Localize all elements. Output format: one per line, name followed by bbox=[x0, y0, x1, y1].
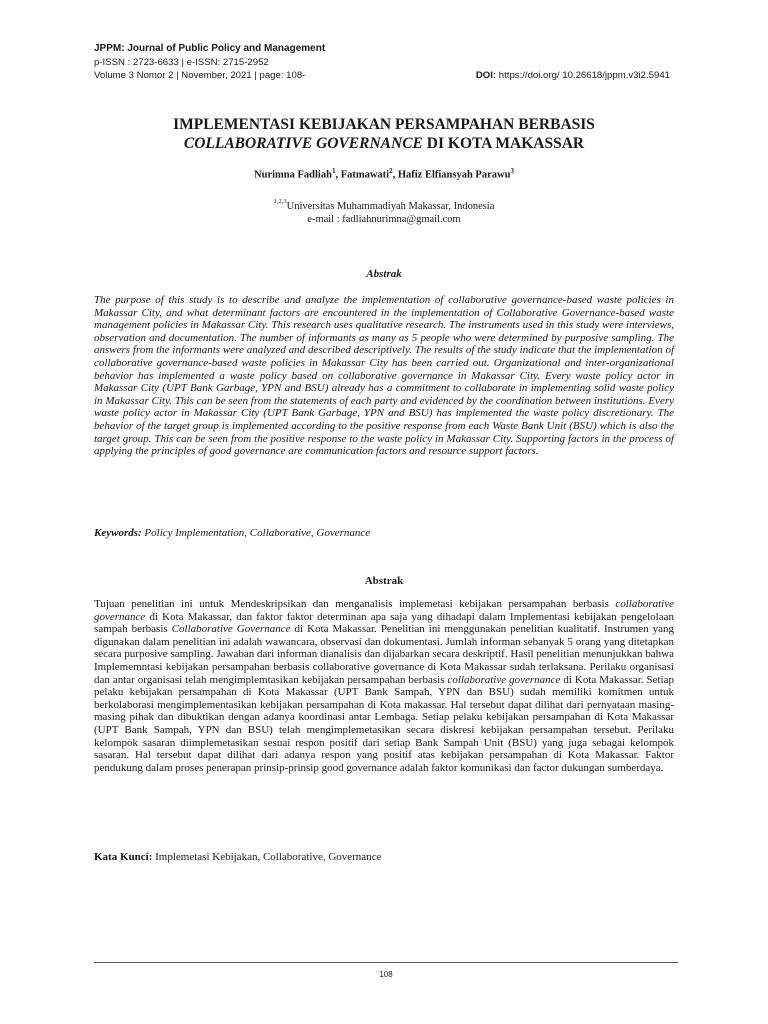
affiliation-university-line bbox=[94, 196, 674, 214]
keywords-en bbox=[94, 527, 674, 539]
author-sep: , bbox=[335, 169, 341, 181]
title-line-1: IMPLEMENTASI KEBIJAKAN PERSAMPAHAN BERBASIS bbox=[173, 116, 595, 133]
abstract-id-text bbox=[94, 598, 674, 774]
title-italic-part: COLLABORATIVE GOVERNANCE bbox=[183, 135, 423, 152]
abstract-id-emphasis: collaborative governance bbox=[447, 673, 561, 686]
affiliation bbox=[94, 196, 674, 226]
author-name: Hafiz Elfiansyah Parawu bbox=[397, 169, 511, 181]
journal-volume-row bbox=[94, 69, 674, 83]
author-sup: 2 bbox=[389, 167, 393, 175]
page-number: 108 bbox=[379, 970, 393, 979]
journal-name: JPPM: Journal of Public Policy and Management bbox=[94, 43, 326, 54]
keywords-id-label: Kata Kunci: bbox=[94, 851, 153, 863]
affiliation-university: Universitas Muhammadiyah Makassar, Indonesia bbox=[286, 201, 495, 212]
author-name: Nurimna Fadliah bbox=[254, 169, 332, 181]
author-sep: , bbox=[392, 169, 398, 181]
doi-link[interactable]: https://doi.org/ 10.26618/jppm.v3i2.5941 bbox=[496, 70, 670, 81]
affiliation-email[interactable]: e-mail : fadliahnurimna@gmail.com bbox=[307, 213, 461, 225]
abstract-id-heading: Abstrak bbox=[364, 575, 404, 587]
journal-volume: Volume 3 Nomor 2 | November, 2021 | page: 108- bbox=[94, 70, 306, 81]
journal-header bbox=[94, 42, 674, 83]
abstract-id-part: Tujuan penelitian ini untuk Mendeskripsikan dan menganalisis implemetasi kebijakan persampahan berbasis bbox=[94, 598, 616, 610]
keywords-id bbox=[94, 851, 674, 863]
keywords-en-values: Policy Implementation, Collaborative, Governance bbox=[141, 527, 371, 539]
affiliation-sup: 1,2,3 bbox=[273, 198, 287, 205]
title-rest: DI KOTA MAKASSAR bbox=[422, 135, 585, 152]
abstract-id-part: di Kota Makassar. Setiap pelaku kebijakan persampahan di Kota Makassar (UPT Bank Sampah, YPN dan BSU) sudah memiliki komitmen untuk berkolaborasi mengimplementasikan kebijakan persampahan di Kota makassar. Hal tersebut dapat dilihat dari pernyataan masing-masing pihak dan dibuktikan dengan adanya koordinasi antar Lembaga. Setiap pelaku kebijakan persampahan di Kota Makassar (UPT Bank Sampah, YPN dan BSU) telah mengimplemetasikan secara diskresi kebijakan persampahan tersebut. Perilaku kelompok sasaran diimplemetasikan sesuai respon positif dari setiap Bank Sampah Unit (BSU) yang juga sebagai kelompok sasaran. Hal tersebut dapat dilihat dari adanya respon yang positif atas kebijakan persampahan di Kota Makassar. Faktor pendukung dalam proses penerapan prinsip-prinsip good governance adalah faktor komunikasi dan factor dukungan sumberdaya. bbox=[94, 673, 674, 774]
author-name: Fatmawati bbox=[340, 169, 390, 181]
keywords-en-label: Keywords: bbox=[94, 527, 142, 539]
footer-divider bbox=[94, 962, 678, 963]
title-line-2 bbox=[94, 134, 674, 153]
paper-title bbox=[94, 115, 674, 153]
abstract-id-emphasis: Collaborative Governance bbox=[171, 623, 291, 636]
author-list bbox=[94, 167, 674, 181]
abstract-id-part: di Kota Makassar, dan faktor faktor determinan apa saja yang dihadapi dalam Implementasi kebijakan pengelolaan sampah berbasis bbox=[94, 610, 674, 636]
doi-label: DOI: bbox=[475, 70, 497, 81]
abstract-id-emphasis: collaborative governance bbox=[94, 598, 674, 623]
keywords-id-values: Implemetasi Kebijakan, Collaborative, Governance bbox=[152, 851, 382, 863]
author-sup: 3 bbox=[510, 167, 514, 175]
abstract-id-part: di Kota Makassar. Penelitian ini menggunakan penelitian kualitatif. Instrumen yang digunakan dalam penelitian ini adalah wawancara, observasi dan dokumentasi. Jumlah informan sebanyak 5 orang yang ditetapkan secara purposive sampling. Jawaban dari informan dianalisis dan dijabarkan secara deskriptif. Hasil penelitian menunjukkan bahwa Implememntasi kebijakan persampahan berbasis collaborative governance di Kota Makassar sudah terlaksana. Perilaku organisasi dan antar organisasi telah mengimplemtasikan kebijakan persampahan berbasis bbox=[94, 623, 674, 686]
author-sup: 1 bbox=[331, 167, 336, 175]
doi bbox=[476, 69, 674, 83]
abstract-en-heading: Abstrak bbox=[366, 268, 402, 280]
abstract-en-text: The purpose of this study is to describe and analyze the implementation of collaborative governance-based waste policies in Makassar City, and what determinant factors are encountered in the implementation of Collaborative Governance-based waste management policies in Makassar City. This research uses qualitative research. The instruments used in this study were interviews, observation and documentation. The number of informants as many as 5 people who were determined by purposive sampling. The answers from the informants were analyzed and described descriptively. The results of the study indicate that the implementation of collaborative governance-based waste policies in Makassar City has been carried out. Organizational and inter-organizational behavior has implemented a waste policy based on collaborative governance in Makassar City. Every waste policy actor in Makassar City (UPT Bank Garbage, YPN and BSU) already has a commitment to collaborate in implementing solid waste policy in Makassar City. This can be seen from the statements of each party and evidenced by the coordination between institutions. Every waste policy actor in Makassar City (UPT Bank Garbage, YPN and BSU) has implemented the waste policy discretionary. The behavior of the target group is implemented according to the positive response from each Waste Bank Unit (BSU) which is also the target group. This can be seen from the positive response to the waste policy in Makassar City. Supporting factors in the process of applying the principles of good governance are communication factors and resource support factors. bbox=[94, 294, 674, 458]
journal-issn: p-ISSN : 2723-6633 | e-ISSN: 2715-2952 bbox=[94, 56, 269, 68]
